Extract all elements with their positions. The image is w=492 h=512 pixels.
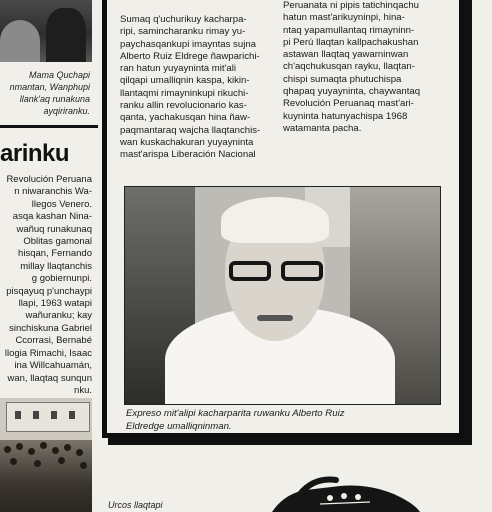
text-line: astawan llaqtaq yawarninwan xyxy=(283,49,409,61)
text-line: llapi, 1963 watapi xyxy=(18,298,92,310)
caption-line: Mama Quchapi xyxy=(28,70,90,80)
caption-line: Expreso mit'alipi kacharparita ruwanku Alberto Ruiz xyxy=(126,408,345,419)
crowd-figure xyxy=(16,443,23,450)
photo-caption xyxy=(126,407,446,433)
section-divider xyxy=(0,125,98,128)
text-line: llegos Venero. xyxy=(31,198,92,210)
photo-window xyxy=(69,411,75,419)
text-line: hisqan, Fernando xyxy=(18,248,92,260)
text-line: pisqayuq p'unchaypi xyxy=(6,285,92,297)
photo-figure-right xyxy=(46,8,86,62)
caption-line: llank'aq runakuna xyxy=(19,94,90,104)
text-line: paqmantaraq wajcha llaqtanchis- xyxy=(120,124,261,136)
crowd-figure xyxy=(52,447,59,454)
crowd-figure xyxy=(4,446,11,453)
left-article-body xyxy=(0,174,92,397)
text-line: qanta, yachakusqan hina ñaw- xyxy=(120,112,251,124)
photo-building xyxy=(6,402,90,432)
text-line: ntaq yapamullantaq rimayninn- xyxy=(283,24,415,36)
text-line: Revolución Peruana xyxy=(6,174,92,185)
text-line: ranku allin revolucionario kas- xyxy=(120,100,247,112)
text-line: llogia Rimachi, Isaac xyxy=(4,347,92,359)
crowd-figure xyxy=(80,462,87,469)
photo-subject-mouth xyxy=(257,315,293,321)
frame-shadow-right xyxy=(464,0,472,444)
caption-line: Eldredge umalliqninman. xyxy=(126,421,232,432)
text-line: Revolución Peruanaq mast'ari- xyxy=(283,98,414,110)
text-line: n niwaranchis Wa- xyxy=(14,186,92,198)
text-line: sinchiskuna Gabriel xyxy=(9,322,92,334)
crowd-figure xyxy=(28,448,35,455)
crowd-figure xyxy=(40,442,47,449)
hand-illustration-icon xyxy=(270,472,420,512)
photo-window xyxy=(51,411,57,419)
text-line: qilqapi umalliqnin kaspa, kikin- xyxy=(120,75,250,87)
text-line: Sumaq q'uchurikuy kacharpa- xyxy=(120,14,247,25)
text-line: wan kuskachakuran yuyayninta xyxy=(120,136,254,148)
photo-subject-hair xyxy=(221,197,329,243)
text-line: watamanta pacha. xyxy=(283,122,362,134)
text-line: asqa kashan Nina- xyxy=(12,211,92,223)
caption-line: ayqiriranku. xyxy=(43,106,90,116)
crowd-figure xyxy=(76,449,83,456)
caption-line: nmantan, Wanphupi xyxy=(9,82,90,92)
text-line: pi Perú llaqtan kallpachakushan xyxy=(283,36,419,48)
text-line: wañuq runakunaq xyxy=(16,223,92,235)
text-line: nku. xyxy=(74,384,92,396)
photo-window xyxy=(33,411,39,419)
text-line: wan, llaqtaq sunqun xyxy=(7,372,92,384)
text-line: ina Willcahuamán, xyxy=(14,360,92,372)
frame-shadow-bottom xyxy=(108,438,472,445)
text-line: wañuranku; kay xyxy=(25,310,92,322)
photo-crowd xyxy=(0,440,92,512)
text-line: Oblitas gamonal xyxy=(23,236,92,248)
photo-window xyxy=(15,411,21,419)
crowd-figure xyxy=(10,458,17,465)
text-line: chispi sumaqta phutuchispa xyxy=(283,73,402,85)
left-article-headline: arinku xyxy=(0,140,70,167)
glasses-icon xyxy=(223,261,329,283)
left-top-photo xyxy=(0,0,92,62)
article-column-2 xyxy=(283,0,451,135)
text-line: millay llaqtanchis xyxy=(20,260,92,272)
text-line: llantaqmi rimayninkupi rikuchi- xyxy=(120,87,249,99)
crowd-figure xyxy=(58,457,65,464)
text-line: Alberto Ruiz Eldrege ñawparichi- xyxy=(120,50,260,62)
crowd-figure xyxy=(64,444,71,451)
text-line: Ccorrasi, Bernabé xyxy=(15,335,92,347)
glasses-lens-left xyxy=(229,261,271,281)
text-line: kuyninta hatunyachispa 1968 xyxy=(283,110,408,122)
crowd-figure xyxy=(34,460,41,467)
text-line: qhapaq yuyayninta, chaywantaq xyxy=(283,86,421,98)
text-line: ran hatun yuyayninta mit'ali xyxy=(120,63,236,75)
left-bottom-photo xyxy=(0,398,92,512)
portrait-photo xyxy=(124,186,441,405)
text-line: hatun mast'arikuyninpi, hina- xyxy=(283,12,405,24)
text-line: Peruanata ni pipis tatichinqachu xyxy=(283,0,420,11)
article-column-1 xyxy=(120,14,276,162)
bottom-caption: Urcos llaqtapi xyxy=(108,500,163,510)
text-line: mast'arispa Liberación Nacional xyxy=(120,149,256,161)
photo-figure-left xyxy=(0,20,40,62)
left-top-photo-caption xyxy=(2,69,90,117)
text-line: paychasqankupi imayntas sujna xyxy=(120,38,256,50)
text-line: g gobiernunpi. xyxy=(31,273,92,285)
text-line: ch'aqchukusqan rayku, llaqtan- xyxy=(283,61,415,73)
text-line: ripi, samincharanku rimay yu- xyxy=(120,26,246,38)
glasses-lens-right xyxy=(281,261,323,281)
